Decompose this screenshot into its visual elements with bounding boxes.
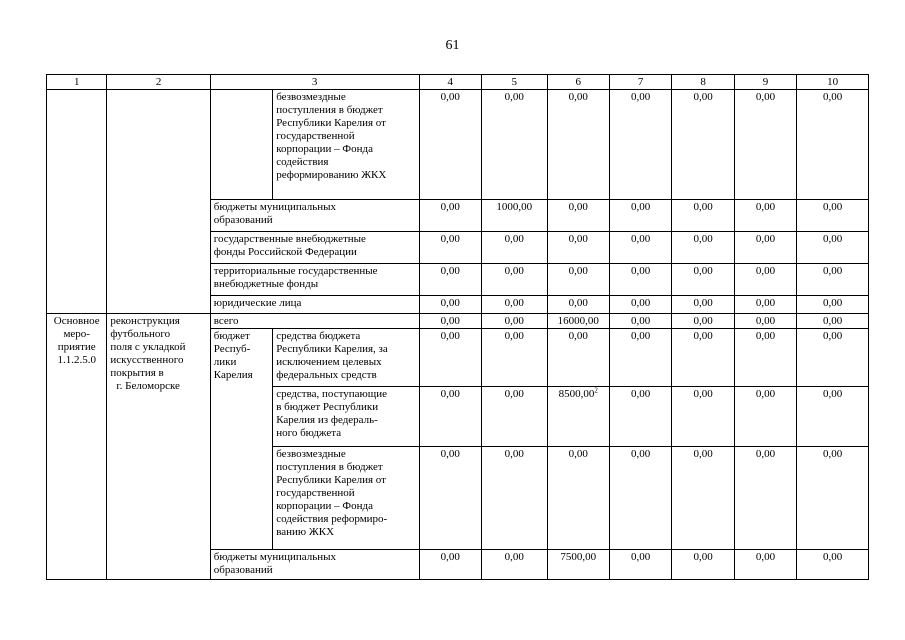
value-cell: 0,00 <box>482 90 548 200</box>
source-label-cell <box>210 296 419 314</box>
value-cell: 0,00 <box>797 264 869 296</box>
value-cell: 0,00 <box>609 296 671 314</box>
value-cell: 0,00 <box>609 447 671 550</box>
description-cell <box>107 314 210 580</box>
cell-text-line: территориальные государственные <box>213 265 378 277</box>
cell-text-line: покрытия в <box>110 367 164 379</box>
cell-text-line: футбольного <box>110 328 171 340</box>
table-row <box>47 90 869 200</box>
table-body <box>47 75 869 580</box>
cell-text-line: Республики Карелия от <box>276 474 386 486</box>
cell-text-line: бюджеты муниципальных <box>213 551 337 563</box>
cell-text-line: в бюджет Республики <box>276 401 379 413</box>
value-cell: 0,00 <box>734 232 796 264</box>
header-cell: 4 <box>419 75 481 90</box>
value-cell: 0,00 <box>797 550 869 580</box>
value-cell: 0,00 <box>547 232 609 264</box>
header-row <box>47 75 869 90</box>
header-cell: 8 <box>672 75 734 90</box>
header-cell: 5 <box>482 75 548 90</box>
footnote-mark: 2 <box>594 386 598 395</box>
cell-text-line: реформированию ЖКХ <box>276 169 387 181</box>
value-cell: 0,00 <box>482 550 548 580</box>
value-cell: 0,00 <box>672 90 734 200</box>
value-cell: 0,00 <box>797 387 869 447</box>
value-cell: 0,00 <box>419 447 481 550</box>
cell-text-line: Карелия из федераль- <box>276 414 378 426</box>
source-label-cell <box>210 264 419 296</box>
value-cell: 0,00 <box>734 447 796 550</box>
cell-text-line: лики <box>213 356 237 368</box>
budget-group-cell <box>210 329 272 550</box>
value-cell: 0,00 <box>419 200 481 232</box>
cell-text-line: искусственного <box>110 354 184 366</box>
cell-text-line: 1.1.2.5.0 <box>57 354 96 366</box>
source-label-cell <box>210 550 419 580</box>
value-cell: 0,00 <box>419 329 481 387</box>
cell-text-line: корпорации – Фонда <box>276 143 373 155</box>
value-cell: 0,00 <box>797 200 869 232</box>
cell-text-line: меро- <box>63 328 90 340</box>
value-cell: 0,00 <box>547 200 609 232</box>
source-label-cell <box>273 90 419 200</box>
cell-text-line: ного бюджета <box>276 427 342 439</box>
cell-text-line: государственной <box>276 487 355 499</box>
cell-text-line: приятие <box>57 341 96 353</box>
cell-text-line: средства бюджета <box>276 330 361 342</box>
cell-text-line: образований <box>213 564 273 576</box>
cell-text-line: бюджет <box>213 330 250 342</box>
header-cell: 7 <box>609 75 671 90</box>
budget-group-cell <box>210 90 272 200</box>
header-cell: 9 <box>734 75 796 90</box>
value-cell: 0,00 <box>734 296 796 314</box>
source-label-cell: всего <box>210 314 419 329</box>
value-cell: 0,00 <box>734 387 796 447</box>
cell-text-line: фонды Российской Федерации <box>213 246 357 258</box>
value-cell: 0,00 <box>672 232 734 264</box>
value-cell: 7500,00 <box>547 550 609 580</box>
value-cell: 0,00 <box>419 264 481 296</box>
cell-text-line: поступления в бюджет <box>276 461 383 473</box>
value-cell: 0,00 <box>734 90 796 200</box>
cell-text-line: содействия реформиро- <box>276 513 388 525</box>
value-cell: 16000,00 <box>547 314 609 329</box>
page-number: 61 <box>445 38 460 53</box>
value-cell: 0,00 <box>609 329 671 387</box>
value-cell: 0,00 <box>797 232 869 264</box>
value-cell: 0,00 <box>609 387 671 447</box>
value-cell: 0,00 <box>734 329 796 387</box>
source-label-cell <box>273 329 419 387</box>
value-cell: 0,00 <box>672 550 734 580</box>
value-cell: 0,00 <box>482 296 548 314</box>
cell-text-line: г. Беломорске <box>116 380 180 392</box>
event-cell <box>47 314 107 580</box>
cell-text-line: Основное <box>53 315 100 327</box>
value-cell: 0,00 <box>672 447 734 550</box>
value-cell: 0,00 <box>547 329 609 387</box>
value-cell: 0,00 <box>609 200 671 232</box>
source-label-cell <box>210 232 419 264</box>
value-cell: 0,00 <box>609 90 671 200</box>
value-cell: 0,00 <box>419 550 481 580</box>
event-cell <box>47 90 107 314</box>
value-cell: 0,00 <box>482 447 548 550</box>
value-cell: 0,00 <box>797 329 869 387</box>
cell-text-line: содействия <box>276 156 329 168</box>
cell-text-line: Респуб- <box>213 343 251 355</box>
cell-text-line: исключением целевых <box>276 356 382 368</box>
cell-text-line: бюджеты муниципальных <box>213 201 337 213</box>
value-cell: 0,00 <box>482 329 548 387</box>
value-cell: 0,00 <box>797 447 869 550</box>
cell-text-line: безвозмездные <box>276 91 346 103</box>
value-cell: 0,00 <box>734 200 796 232</box>
value-cell: 0,00 <box>419 296 481 314</box>
value-cell: 0,00 <box>672 387 734 447</box>
value-cell: 0,00 <box>609 550 671 580</box>
value-cell: 0,00 <box>797 296 869 314</box>
value-cell: 0,00 <box>734 314 796 329</box>
description-cell <box>107 90 210 314</box>
value-cell: 0,00 <box>419 232 481 264</box>
cell-text-line: образований <box>213 214 273 226</box>
value-cell: 0,00 <box>419 90 481 200</box>
value-cell: 0,00 <box>547 264 609 296</box>
source-label-cell <box>273 447 419 550</box>
value-cell: 0,00 <box>419 314 481 329</box>
cell-text-line: государственные внебюджетные <box>213 233 366 245</box>
header-cell: 2 <box>107 75 210 90</box>
value-cell: 0,00 <box>734 264 796 296</box>
header-cell: 10 <box>797 75 869 90</box>
cell-text-line: поля с укладкой <box>110 341 186 353</box>
value-cell: 0,00 <box>797 90 869 200</box>
value-cell: 0,00 <box>609 314 671 329</box>
table-row <box>47 314 869 329</box>
value-cell: 0,00 <box>482 264 548 296</box>
cell-text-line: Республики Карелия, за <box>276 343 388 355</box>
header-cell: 1 <box>47 75 107 90</box>
source-label-cell <box>210 200 419 232</box>
value-cell: 0,00 <box>672 200 734 232</box>
cell-text-line: Республики Карелия от <box>276 117 386 129</box>
header-cell: 6 <box>547 75 609 90</box>
value-cell: 8500,00$^2$ <box>547 387 609 447</box>
value-cell: 0,00 <box>482 314 548 329</box>
cell-text-line: юридические лица <box>213 297 302 309</box>
header-cell: 3 <box>210 75 419 90</box>
cell-text-line: государственной <box>276 130 355 142</box>
cell-text-line: Карелия <box>213 369 253 381</box>
value-cell: 0,00 <box>547 447 609 550</box>
cell-text-line: федеральных средств <box>276 369 377 381</box>
value-cell: 0,00 <box>609 264 671 296</box>
value-cell: 0,00 <box>609 232 671 264</box>
source-label-cell <box>273 387 419 447</box>
value-cell: 1000,00 <box>482 200 548 232</box>
value-cell: 0,00 <box>672 296 734 314</box>
value-cell: 0,00 <box>547 90 609 200</box>
value-cell: 0,00 <box>734 550 796 580</box>
value-cell: 0,00 <box>672 264 734 296</box>
cell-text-line: корпорации – Фонда <box>276 500 373 512</box>
cell-text-line: внебюджетные фонды <box>213 278 319 290</box>
funding-table <box>46 74 869 580</box>
value-cell: 0,00 <box>482 232 548 264</box>
value-cell: 0,00 <box>672 314 734 329</box>
cell-text-line: реконструкция <box>110 315 180 327</box>
value-cell: 0,00 <box>547 296 609 314</box>
cell-text-line: средства, поступающие <box>276 388 387 400</box>
value-cell: 0,00 <box>482 387 548 447</box>
value-cell: 0,00 <box>672 329 734 387</box>
cell-text-line: ванию ЖКХ <box>276 526 335 538</box>
value-cell: 0,00 <box>797 314 869 329</box>
value-cell: 0,00 <box>419 387 481 447</box>
cell-text-line: безвозмездные <box>276 448 346 460</box>
cell-text-line: поступления в бюджет <box>276 104 383 116</box>
